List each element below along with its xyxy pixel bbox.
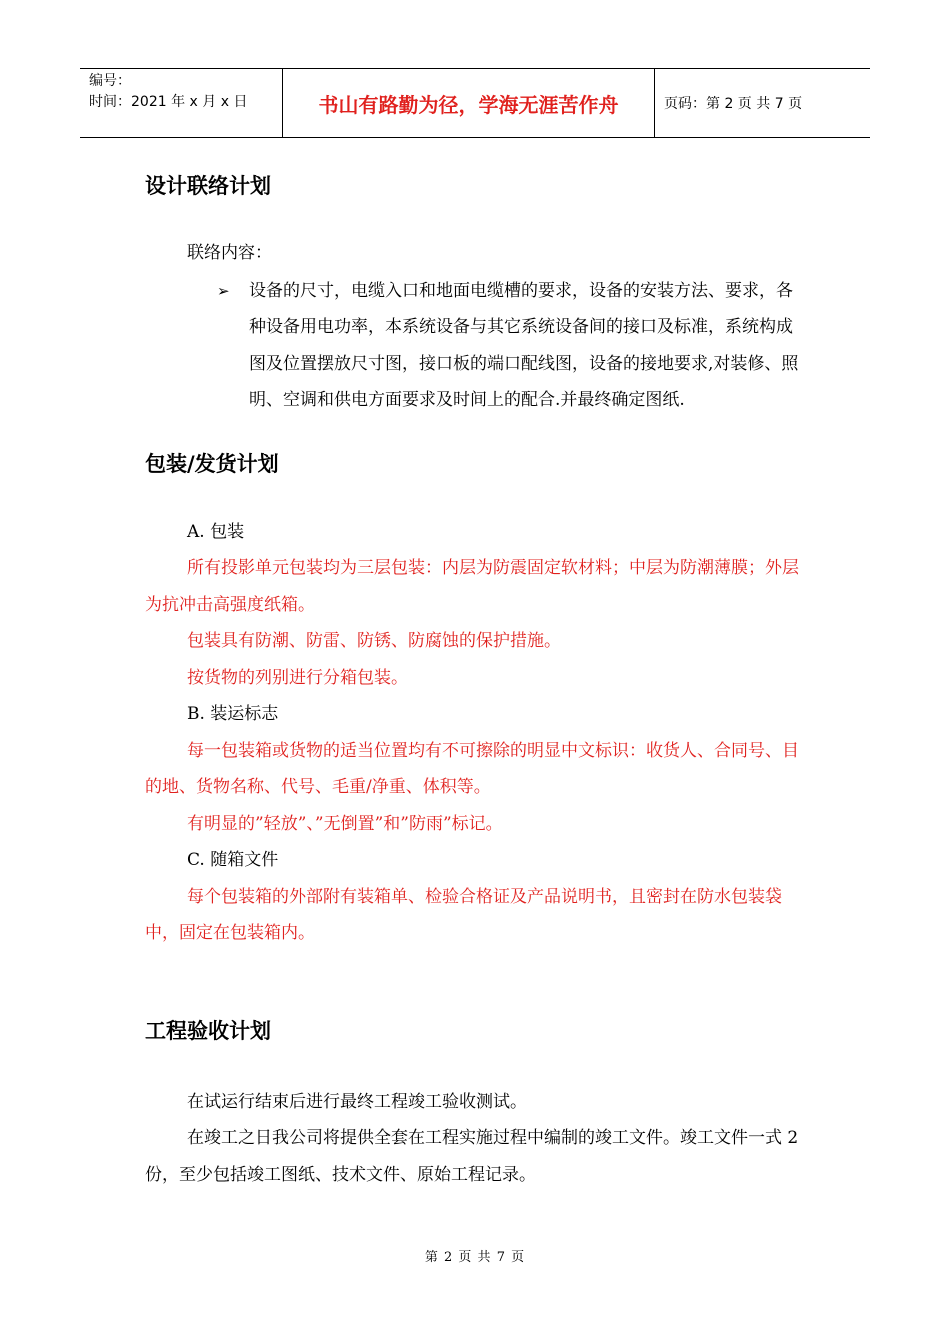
packing-c-paragraph-1: 每个包装箱的外部附有装箱单、检验合格证及产品说明书，且密封在防水包装袋中，固定在包装箱内。 [145, 886, 782, 943]
packing-a-paragraph-2: 包装具有防潮、防雷、防锈、防腐蚀的保护措施。 [187, 631, 561, 651]
header-page-label: 页码：第 2 页 共 7 页 [664, 96, 803, 112]
acceptance-paragraph-1: 在试运行结束后进行最终工程竣工验收测试。 [187, 1091, 527, 1112]
packing-a-label: A. 包装 [187, 521, 245, 542]
packing-b-paragraph-2: 有明显的”轻放”、”无倒置”和”防雨”标记。 [187, 813, 503, 834]
header-meta [80, 69, 282, 137]
header-number-label: 编号： [89, 73, 131, 89]
document-header [80, 68, 870, 138]
section-title-design: 设计联络计划 [145, 174, 271, 198]
arrowhead-bullet-icon: ➢ [217, 281, 230, 300]
header-motto: 书山有路勤为径，学海无涯苦作舟 [282, 69, 655, 137]
section-title-acceptance: 工程验收计划 [145, 1018, 271, 1043]
acceptance-paragraph-2: 在竣工之日我公司将提供全套在工程实施过程中编制的竣工文件。竣工文件一式 2 份，至少包括竣工图纸、技术文件、原始工程记录。 [145, 1128, 799, 1185]
design-bullet-item [217, 273, 807, 419]
packing-b-paragraph-1: 每一包装箱或货物的适当位置均有不可擦除的明显中文标识：收货人、合同号、目的地、货物名称、代号、毛重/净重、体积等。 [145, 740, 799, 797]
packing-b-label: B. 装运标志 [187, 704, 279, 724]
section-title-packing: 包装/发货计划 [145, 451, 279, 476]
document-body [145, 165, 807, 1193]
header-time-label: 时间：2021 年 x 月 x 日 [89, 94, 248, 110]
packing-a-paragraph-1: 所有投影单元包装均为三层包装：内层为防震固定软材料；中层为防潮薄膜；外层为抗冲击高强度纸箱。 [145, 558, 799, 615]
packing-c-label: C. 随箱文件 [187, 850, 279, 870]
page-footer: 第 2 页 共 7 页 [424, 1250, 526, 1265]
design-intro: 联络内容： [187, 243, 272, 263]
design-bullet-text: 设备的尺寸，电缆入口和地面电缆槽的要求，设备的安装方法、要求，各种设备用电功率，本系统设备与其它系统设备间的接口及标准，系统构成图及位置摆放尺寸图，接口板的端口配线图，设备的接地要求,对装修、照明、空调和供电方面要求及时间上的配合.并最终确定图纸. [249, 280, 799, 410]
packing-a-paragraph-3: 按货物的列别进行分箱包装。 [187, 667, 408, 688]
